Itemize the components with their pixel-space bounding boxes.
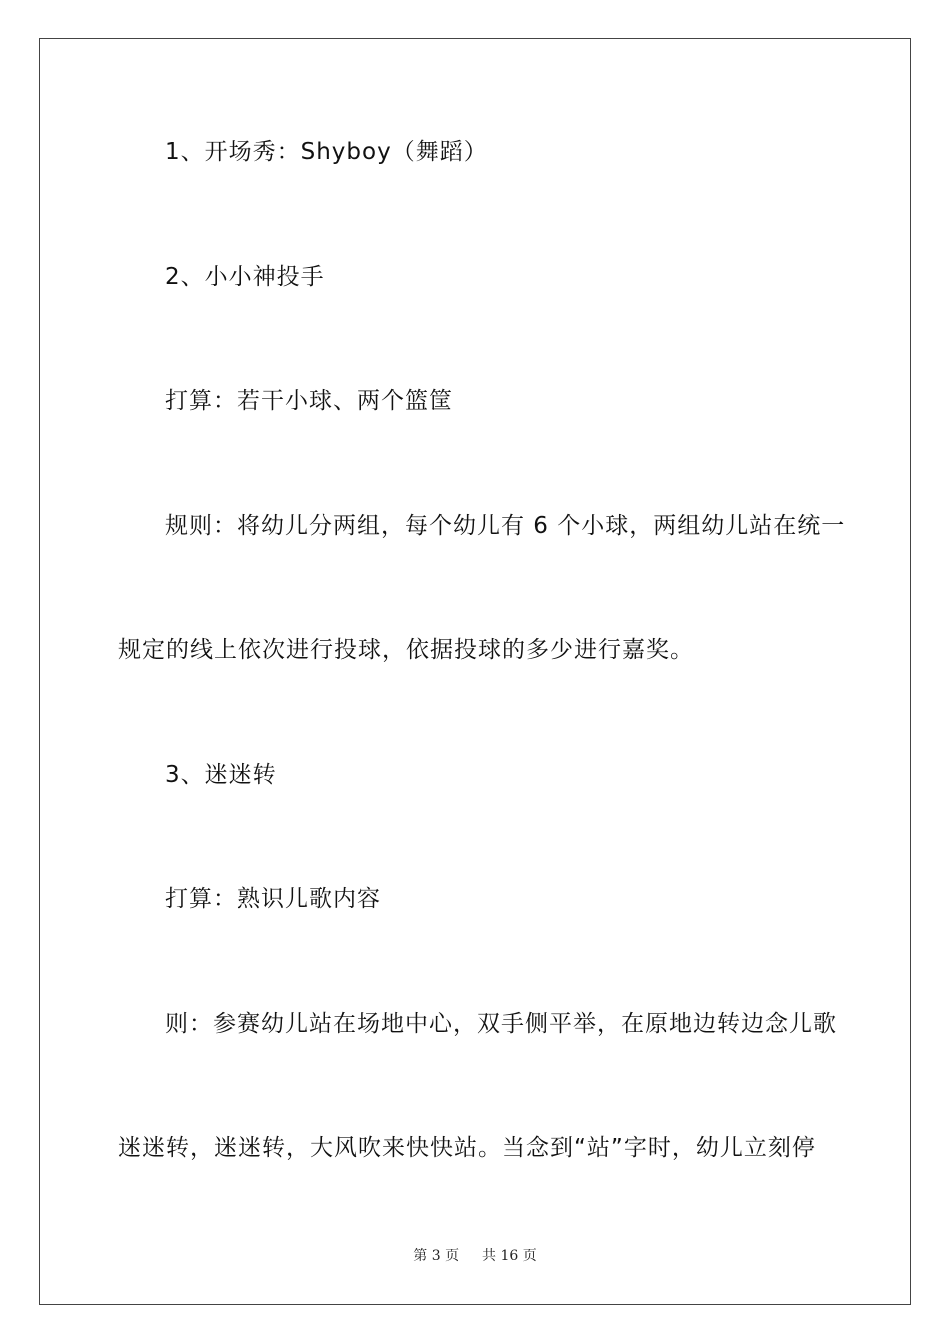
line-item: 3、迷迷转 <box>165 762 277 788</box>
line-item: 打算：若干小球、两个篮筐 <box>165 388 453 414</box>
line-item: 规则：将幼儿分两组，每个幼儿有 6 个小球，两组幼儿站在统一 <box>165 513 846 539</box>
page-footer <box>40 1247 910 1265</box>
line-item: 规定的线上依次进行投球，依据投球的多少进行嘉奖。 <box>118 637 694 663</box>
page-total: 共 16 页 <box>482 1248 537 1264</box>
page-frame <box>39 38 911 1305</box>
page-number: 第 3 页 <box>413 1248 460 1264</box>
line-item: 打算：熟识儿歌内容 <box>165 886 381 912</box>
line-item: 则：参赛幼儿站在场地中心，双手侧平举，在原地边转边念儿歌 <box>165 1011 837 1037</box>
line-item: 迷迷转，迷迷转，大风吹来快快站。当念到“站”字时，幼儿立刻停 <box>118 1135 816 1161</box>
line-item: 1、开场秀：Shyboy（舞蹈） <box>165 139 488 165</box>
line-item: 2、小小神投手 <box>165 264 325 290</box>
